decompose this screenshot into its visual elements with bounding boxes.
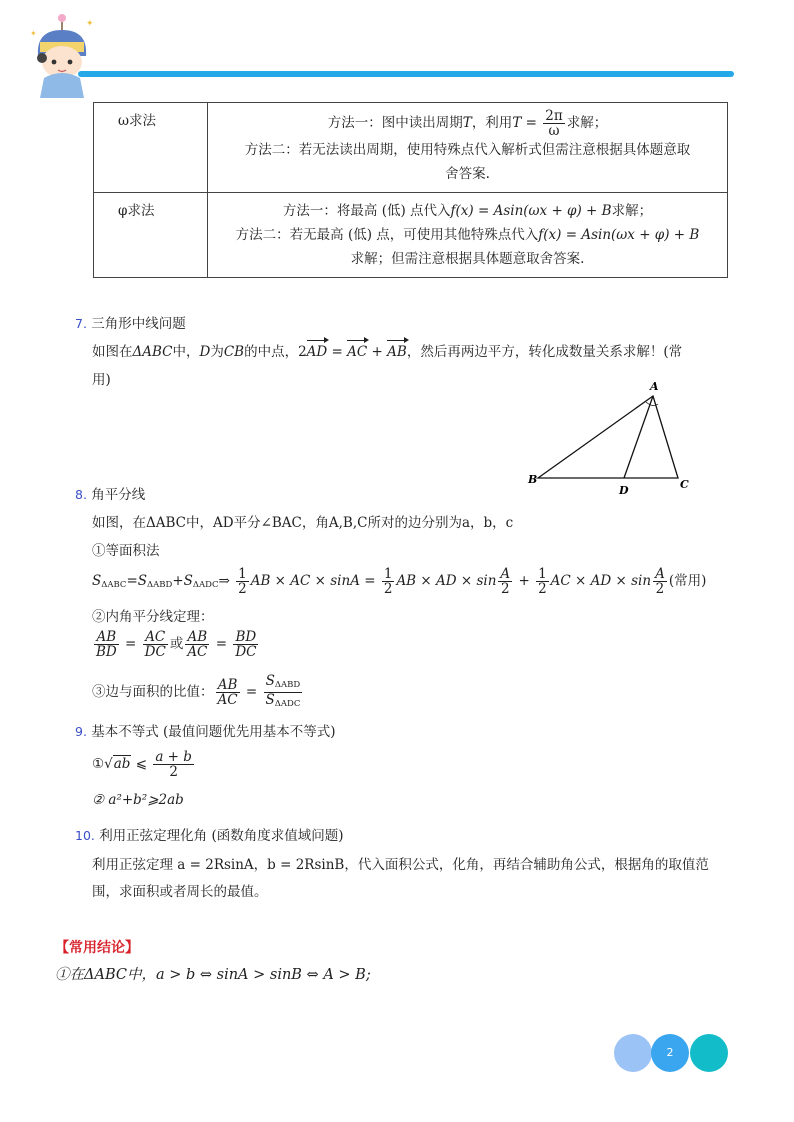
section-8-item2: ②内角平分线定理： xyxy=(92,609,214,625)
section-9-title: 9. 基本不等式 (最值问题优先用基本不等式) xyxy=(75,724,336,740)
fraction: $\frac{a + b}{2}$ xyxy=(155,749,192,780)
decor-circle xyxy=(690,1034,728,1072)
fraction: $\frac{A}{2}$ xyxy=(655,566,665,597)
vertex-label-c: C xyxy=(680,478,689,491)
method-two-line: 舍答案. xyxy=(445,166,490,182)
method-table xyxy=(93,102,728,278)
row-label: φ求法 xyxy=(94,193,208,278)
section-10-text-cont: 围，求面积或者周长的最值。 xyxy=(92,884,268,900)
section-7-text-cont: 用) xyxy=(92,372,111,388)
angle-bisector-ad xyxy=(624,396,653,478)
vertex-label-d: D xyxy=(619,484,629,496)
fraction: $\frac{1}{2}$ xyxy=(238,566,247,597)
section-7-title: 7. 三角形中线问题 xyxy=(75,316,186,332)
conclusion-text: ①在ΔABC中，a > b ⇔ sinA > sinB ⇔ A > B; xyxy=(55,967,371,983)
mascot-illustration xyxy=(28,8,98,98)
section-8-title: 8. 角平分线 xyxy=(75,487,146,503)
fraction: $\frac{A}{2}$ xyxy=(500,566,511,597)
section-10-title: 10. 利用正弦定理化角 (函数角度求值域问题) xyxy=(75,828,344,844)
fraction: $\frac{2\pi}{\omega}$ xyxy=(545,108,563,139)
fraction: $\frac{1}{2}$ xyxy=(383,566,393,597)
angle-mark xyxy=(646,402,658,406)
method-one-line: 方法一：图中读出周期T，利用T = $\frac{2\pi}{\omega}$ 求解； xyxy=(327,108,608,139)
svg-text:✦: ✦ xyxy=(86,19,94,29)
row-content xyxy=(208,193,728,278)
area-formula: $S_{\Delta ABC}=S_{\Delta ABD}+S_{\Delta ADC}\Rightarrow$ $\frac{1}{2}$ AB × AC × sinA = $\frac{1}{2}$ AB × AD × sin $\frac{A}{2}$ + $\frac{1}{2}$ AC × AD × sin $\frac{A}{2}$ (常用) xyxy=(92,566,707,597)
section-10-text: 利用正弦定理 a = 2RsinA，b = 2RsinB，代入面积公式，化角，再结合辅助角公式，根据角的取值范 xyxy=(92,857,709,873)
section-8-item3: ③边与面积的比值： $\frac{AB}{AC}$ = $\frac{S_{\Delta ABD}}{S_{\Delta ADC}}$ xyxy=(92,673,301,709)
triangle-abc xyxy=(538,396,678,478)
decor-circle xyxy=(614,1034,652,1072)
bisector-theorem-formula: $\frac{AB}{BD}$ = $\frac{AC}{DC}$ 或 $\frac{AB}{AC}$ = $\frac{BD}{DC}$ xyxy=(96,629,257,660)
table-row xyxy=(94,193,728,278)
inequality-formula-1: ①√ab ⩽ $\frac{a + b}{2}$ xyxy=(92,749,192,780)
row-label: ω求法 xyxy=(94,103,208,193)
fraction: $\frac{S_{\Delta ABD}}{S_{\Delta ADC}}$ xyxy=(265,673,301,709)
triangle-figure xyxy=(522,376,697,496)
fraction: $\frac{BD}{DC}$ xyxy=(235,629,257,660)
vertex-label-b: B xyxy=(528,473,538,486)
section-8-intro: 如图，在ΔABC中，AD平分∠BAC，角A,B,C所对的边分别为a，b，c xyxy=(92,515,514,531)
fraction: $\frac{AB}{AC}$ xyxy=(187,629,208,660)
common-conclusion-heading: 【常用结论】 xyxy=(55,940,139,956)
table-row xyxy=(94,103,728,193)
header-bar xyxy=(78,71,734,77)
vector-ac: AC xyxy=(347,341,367,363)
page-number: 2 xyxy=(666,1046,674,1059)
section-7-text: 如图在ΔABC中，D为CB的中点，2AD = AC + AB，然后再两边平方，转化成数量关系求解！(常 xyxy=(92,341,732,363)
method-two-line: 方法二：若无法读出周期，使用特殊点代入解析式但需注意根据具体题意取 xyxy=(244,142,691,158)
fraction: $\frac{1}{2}$ xyxy=(538,566,547,597)
method-one-line: 方法一：将最高 (低) 点代入f(x) = Asin(ωx + φ) + B求解； xyxy=(282,203,653,219)
row-content xyxy=(208,103,728,193)
inequality-formula-2: ② a²+b²⩾2ab xyxy=(92,792,184,808)
fraction: $\frac{AB}{AC}$ xyxy=(217,677,238,708)
fraction: $\frac{AC}{DC}$ xyxy=(144,629,166,660)
fraction: $\frac{AB}{BD}$ xyxy=(96,629,117,660)
section-8-item1: ①等面积法 xyxy=(92,543,160,559)
vector-ab: AB xyxy=(387,341,407,363)
vertex-label-a: A xyxy=(650,380,659,393)
method-two-line: 方法二：若无最高 (低) 点，可使用其他特殊点代入f(x) = Asin(ωx + φ) + B xyxy=(235,227,700,243)
method-two-line: 求解；但需注意根据具体题意取舍答案. xyxy=(350,251,585,267)
svg-text:✦: ✦ xyxy=(30,29,37,38)
vector-ad: AD xyxy=(307,341,328,363)
